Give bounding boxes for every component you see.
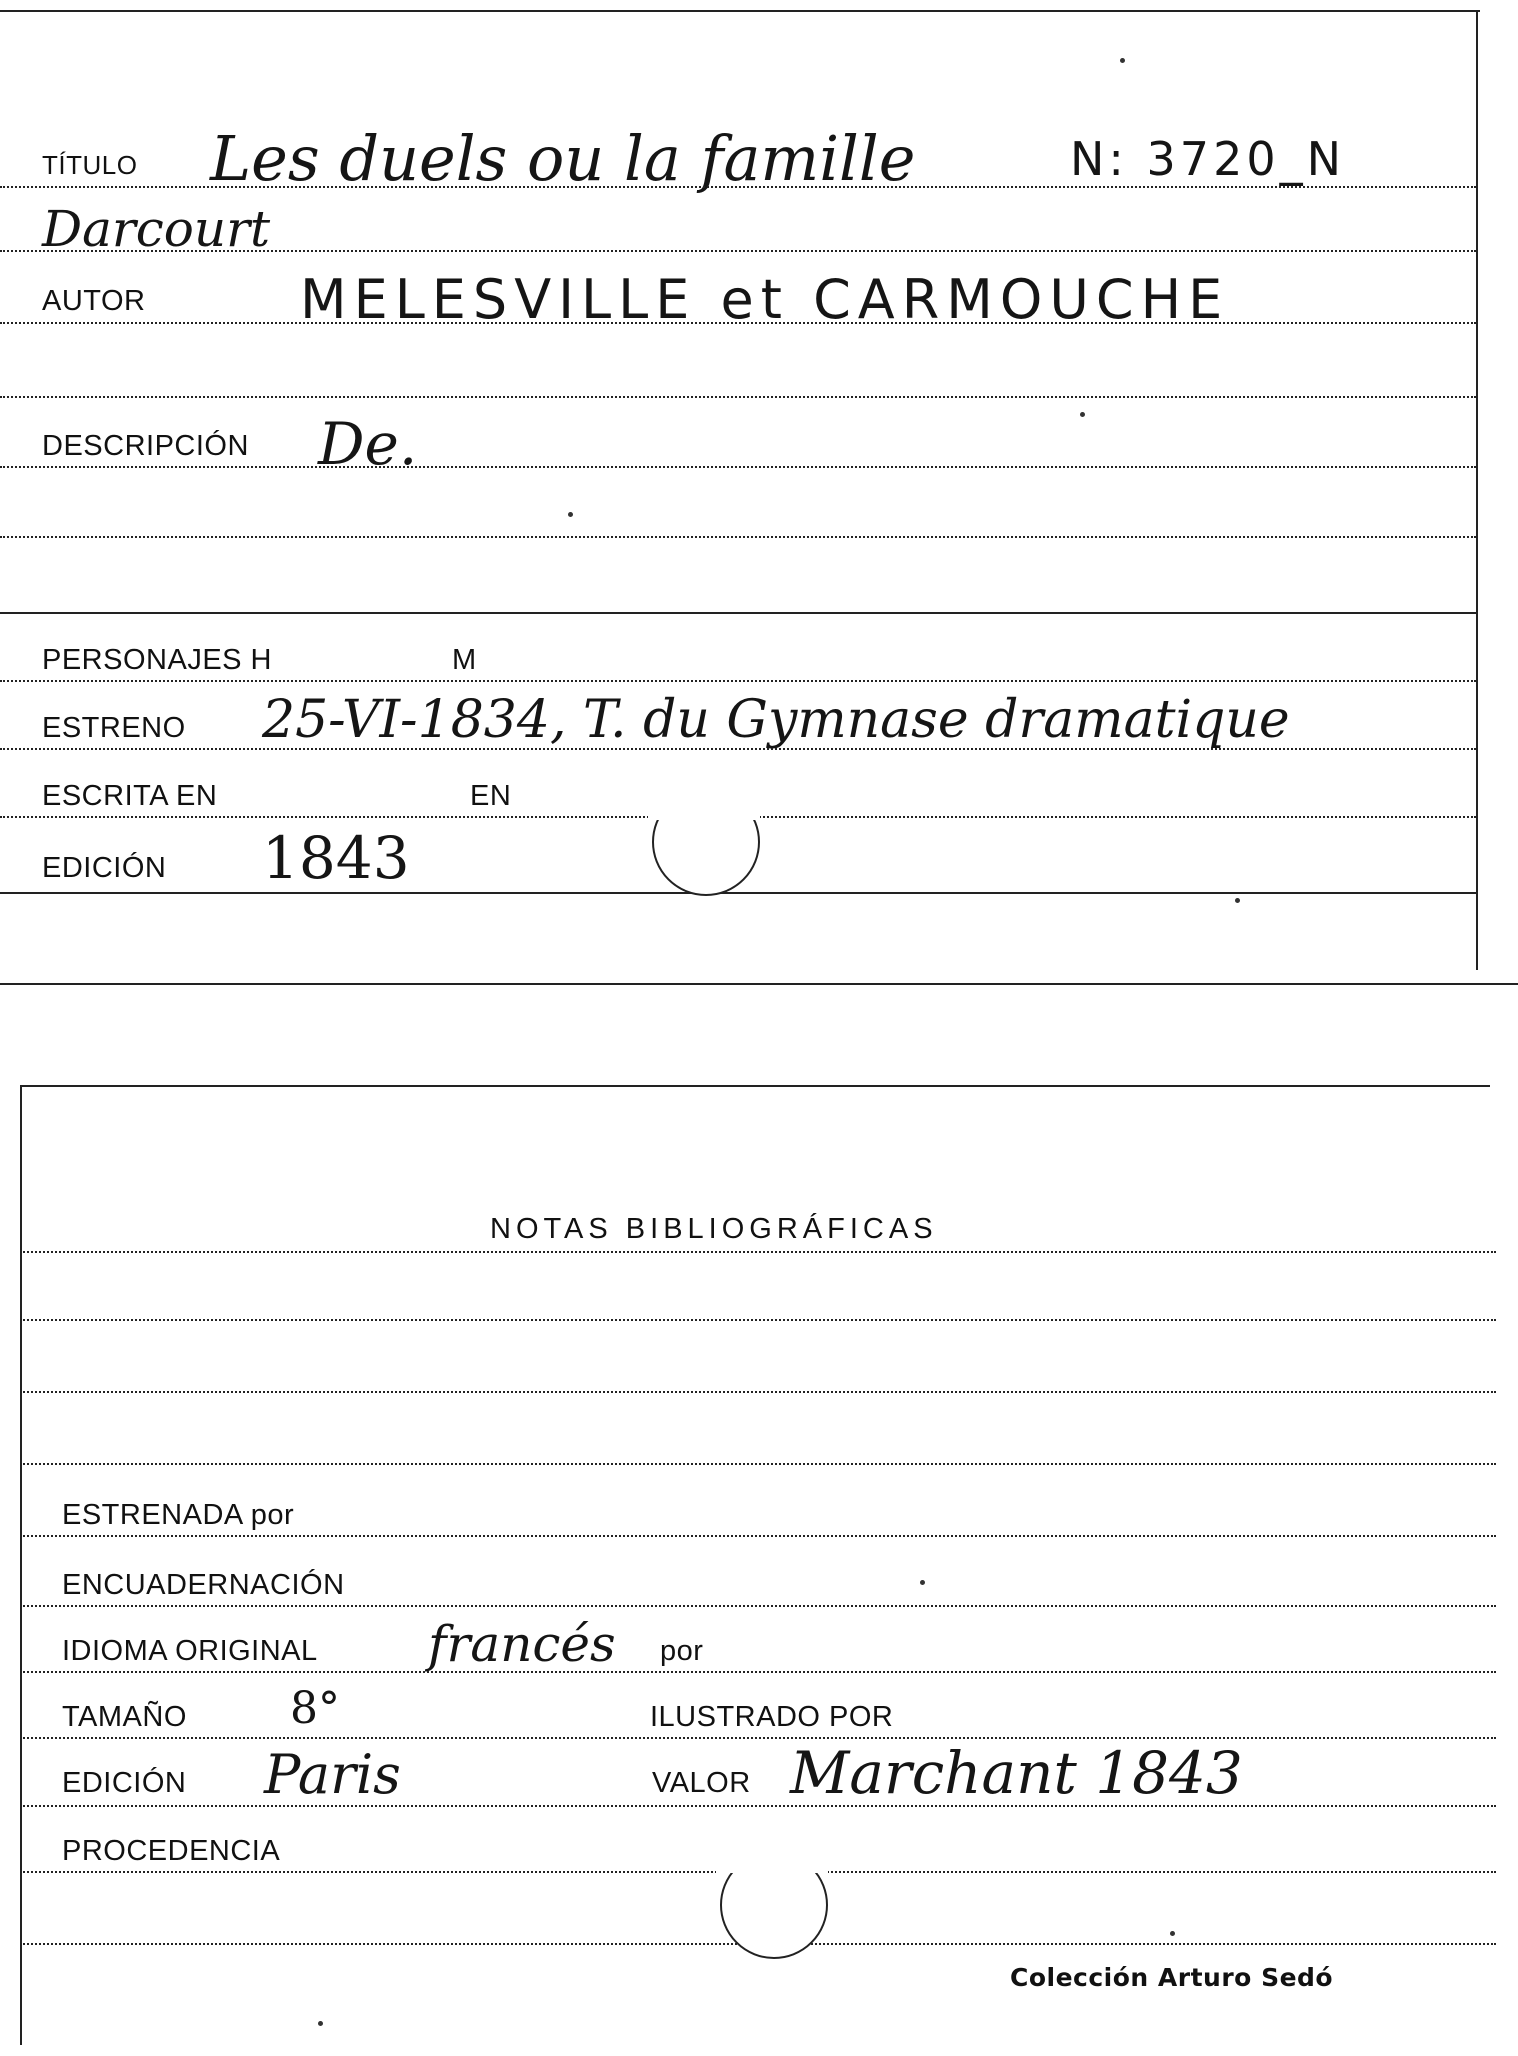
notas-line-1 [20,1319,1496,1321]
descripcion-label: DESCRIPCIÓN [42,430,249,462]
estreno-value: 25-VI-1834, T. du Gymnase dramatique [262,690,1290,750]
edicion-back-line [20,1805,1496,1807]
edicion-back-label: EDICIÓN [62,1767,187,1799]
estreno-line [0,748,1476,750]
blank-line-1 [0,396,1476,398]
estrenada-line [20,1535,1496,1537]
card-top-border [20,1085,1490,1087]
titulo-value: Les duels ou la famille [210,122,916,195]
edicion-back-value: Paris [264,1743,401,1806]
notas-heading: NOTAS BIBLIOGRÁFICAS [490,1213,938,1245]
card-right-border [1476,10,1478,970]
titulo-line-2 [0,250,1476,252]
personajes-m-label: M [452,644,477,676]
descripcion-line [0,466,1476,468]
speck [1170,1931,1175,1936]
encuadernacion-label: ENCUADERNACIÓN [62,1569,345,1601]
tamano-value: 8° [290,1683,340,1734]
estreno-label: ESTRENO [42,712,186,744]
ilustrado-label: ILUSTRADO POR [650,1701,894,1733]
valor-label: VALOR [652,1767,751,1799]
idioma-line [20,1671,1496,1673]
catalog-card-back [0,1075,1518,2056]
card-left-border [20,1085,22,2045]
tamano-line [20,1737,1496,1739]
edicion-value: 1843 [262,824,410,892]
estrenada-label: ESTRENADA por [62,1499,295,1531]
card-top-border [0,10,1480,12]
notas-line-3 [20,1463,1496,1465]
heading-line [20,1251,1496,1253]
idioma-label: IDIOMA ORIGINAL [62,1635,318,1667]
idioma-por-label: por [660,1635,704,1667]
blank-line-3 [0,612,1476,614]
numero-value: N: 3720_N [1070,132,1346,186]
edicion-line [0,892,1476,894]
edicion-label: EDICIÓN [42,852,167,884]
autor-line [0,322,1476,324]
valor-value: Marchant 1843 [790,1739,1243,1807]
idioma-value: francés [428,1615,616,1673]
speck [318,2021,323,2026]
speck [568,512,573,517]
speck [1080,412,1085,417]
descripcion-value: De. [318,410,418,478]
tamano-label: TAMAÑO [62,1701,187,1733]
escrita-en-label: ESCRITA EN [42,780,218,812]
speck [1235,898,1240,903]
titulo-continuation: Darcourt [42,200,271,258]
notas-line-2 [20,1391,1496,1393]
escrita-en-second-label: EN [470,780,512,812]
autor-label: AUTOR [42,285,146,317]
autor-value: MELESVILLE et CARMOUCHE [300,268,1230,331]
encuadernacion-line [20,1605,1496,1607]
catalog-card-front [0,0,1518,985]
blank-line-2 [0,536,1476,538]
collection-stamp: Colección Arturo Sedó [1010,1963,1334,1992]
personajes-label: PERSONAJES H [42,644,272,676]
speck [1120,58,1125,63]
titulo-label: TÍTULO [42,150,138,180]
titulo-line [0,186,1476,188]
procedencia-label: PROCEDENCIA [62,1835,281,1867]
card-separator [0,983,1518,985]
personajes-line [0,680,1476,682]
speck [920,1580,925,1585]
